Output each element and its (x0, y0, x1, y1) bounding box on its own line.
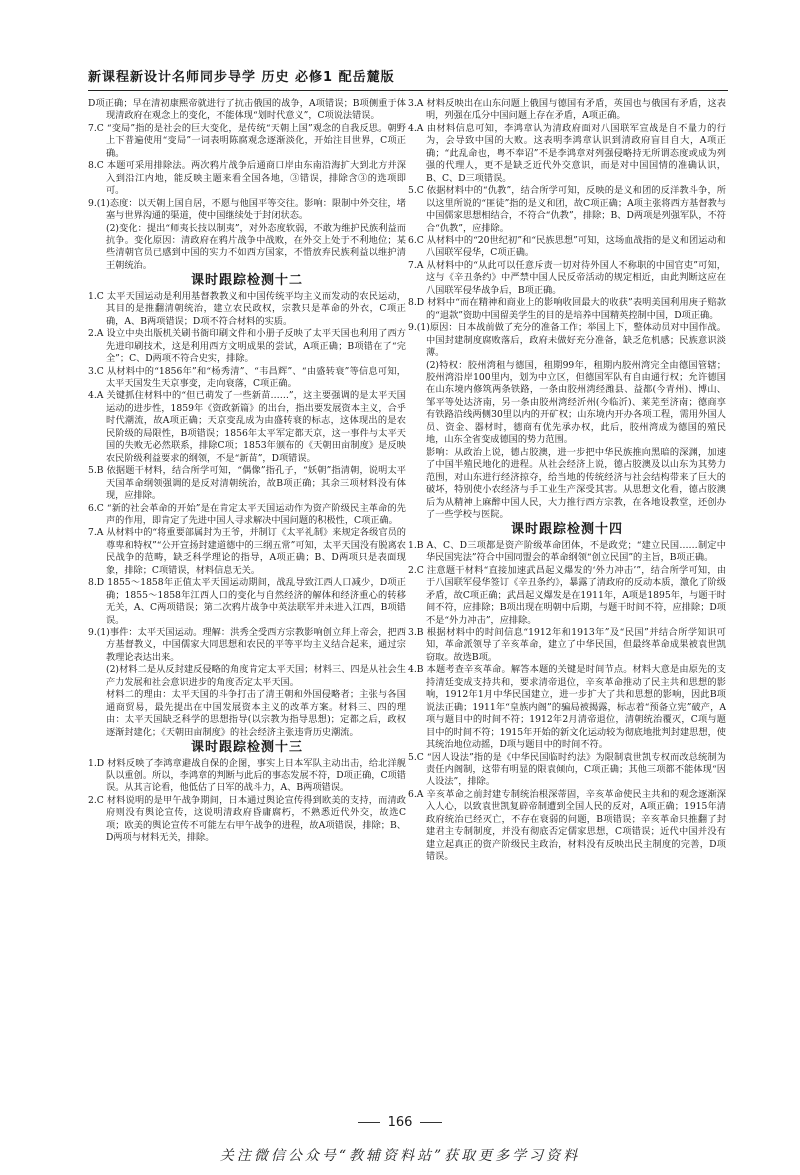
right-column (408, 98, 726, 1108)
answer-item: 6.A 辛亥革命之前封建专制统治根深蒂固，辛亥革命使民主共和的观念逐渐深入人心，以致袁世凯复辟帝制遭到全国人民的反对，A项正确；1915年清政府统治已经灭亡，不存在衰弱的问题，B项错误；辛亥革命只推翻了封建君主专制制度，并没有彻底否定儒家思想，C项错误；近代中国并没有建立起真正的资产阶级民主政治，材料没有反映出民主制度的完善，D项错误。 (408, 788, 726, 863)
answer-item: 7.A 从材料中的“从此可以任意斥责一切对待外国人不称职的中国官吏”可知，这与《辛丑条约》中严禁中国人民反帝活动的规定相近，由此判断这应在八国联军侵华战争后，B项正确。 (408, 259, 726, 296)
page-header (88, 62, 728, 91)
answer-paragraph: 影响：从政治上说，德占胶澳，进一步把中华民族推向黑暗的深渊，加速了中国半殖民地化的进程。从社会经济上说，德占胶澳及以山东为其势力范围，对山东进行经济掠夺，给当地的传统经济与社会结构带来了巨大的破坏，特别使小农经济与手工业生产深受其害。从思想文化看，德占胶澳后为从精神上麻醉中国人民，大力推行西方宗教，在各地设教堂，还创办了一些学校与医院。 (426, 446, 726, 520)
footer-watermark-text: 关注微信公众号“教辅资料站”获取更多学习资料 (219, 1148, 581, 1164)
answer-item: 7.A 从材料中的“将重要部属封为王爷，并制订《太平礼制》来规定各级官员的尊卑和特权”“公开宣扬封建道德中的三纲五常”可知，太平天国没有脱离农民战争的范畴，缺乏科学理论的指导，A项正确；B、D两项只是表面现象，排除；C项错误，材料信息无关。 (88, 527, 406, 576)
page-number-line (0, 1115, 800, 1130)
page-number: 166 (387, 1115, 413, 1130)
answer-item: 5.C 依据材料中的“仇教”，结合所学可知，反映的是义和团的反洋教斗争，所以这里所说的“匪徒”指的是义和团，故C项正确；A项主张将西方基督教与中国儒家思想相结合，不符合“仇教”，排除；B、D两项是列强军队，不符合“仇教”，应排除。 (408, 185, 726, 234)
answer-item: 6.C “新的社会革命的开始”是在肯定太平天国运动作为资产阶级民主革命的先声的作用，即肯定了先进中国人寻求解决中国问题的积极性，C项正确。 (88, 502, 406, 526)
dash-left (358, 1122, 380, 1123)
answer-item: 3.B 根据材料中的时间信息“1912年和1913年”及“民国”并结合所学知识可知，革命派领导了辛亥革命，建立了中华民国，但最终革命成果被袁世凯窃取。故选B项。 (408, 627, 726, 663)
answer-item: 4.A 由材料信息可知，李鸿章认为清政府面对八国联军宣战是自不量力的行为，会导致中国的大败。这表明李鸿章认识到清政府盲目自大，A项正确；“此乱命也，粤不奉诏”不是李鸿章对列强侵略持无所谓态度或成为列强的代理人，更不是缺乏近代外交意识，而是对中国国情的准确认识，B、C、D三项错误。 (408, 122, 726, 184)
answer-item: 3.A 材料反映出在山东问题上俄国与德国有矛盾，英国也与俄国有矛盾，这表明，列强在瓜分中国问题上存在矛盾，A项正确。 (408, 98, 726, 122)
answer-item: 8.D 材料中“而在精神和商业上的影响收回最大的收获”表明美国利用庚子赔款的“退款”资助中国留美学生的目的是培养中国精英控制中国，D项正确。 (408, 297, 726, 321)
answer-item: 2.C 注意题干材料“直接加速武昌起义爆发的‘外力冲击’”，结合所学可知，由于八国联军侵华签订《辛丑条约》，暴露了清政府的反动本质，激化了阶级矛盾，故C项正确；武昌起义爆发是在1911年，A项是1895年，与题干时间不符，应排除；B项出现在明朝中后期，与题干时间不符，应排除；D项不是“外力冲击”，应排除。 (408, 564, 726, 626)
answer-item: 4.A 关键抓住材料中的“但已萌发了一些新苗……”，这主要强调的是太平天国运动的进步性，1859年《资政新篇》的出台，指出要发展资本主义，合乎时代潮流，故A项正确；天京变乱成为由盛转衰的标志，这体现出的是农民阶级的局限性，B项错误；1856年太平军定都天京，这一事件与太平天国的失败无必然联系，排除C项；1853年颁布的《天朝田亩制度》是反映农民阶级利益要求的纲领，不是“新苗”，D项错误。 (88, 390, 406, 464)
answer-paragraph: (2)变化：提出“师夷长技以制夷”，对外态度软弱，不敢为维护民族利益而抗争。变化原因：清政府在鸦片战争中战败，在外交上处于不利地位；某些清朝官员已感到中国的实力不如西方国家，不惜放弃民族利益以维护清王朝统治。 (106, 222, 406, 271)
section-heading: 课时跟踪检测十四 (510, 522, 623, 538)
answer-item: 9.(1)态度：以天朝上国自居，不愿与他国平等交往。影响：限制中外交往，堵塞与世界沟通的渠道，使中国继续处于封闭状态。 (88, 197, 406, 222)
answer-item: 5.B 依据题干材料，结合所学可知，“偶像”指孔子，“妖朝”指清朝，说明太平天国革命纲领强调的是反对清朝统治，故B项正确；其余三项材料没有体现，应排除。 (88, 465, 406, 502)
dash-right (420, 1122, 442, 1123)
answer-item: 2.C 材料说明的是甲午战争期间，日本通过舆论宣传得到欧美的支持，而清政府则没有舆论宣传，这说明清政府昏庸腐朽，不熟悉近代外交，故选C项；欧美的舆论宣传不可能左右甲午战争的进程，故A项错误，排除；B、D两项与材料无关，排除。 (88, 794, 406, 844)
answer-item: 1.B A、C、D三项都是资产阶级革命团体，不是政党；“建立民国……制定中华民国宪法”符合中国同盟会的革命纲领“创立民国”的主旨，B项正确。 (408, 539, 726, 564)
book-title: 新课程新设计名师同步导学 历史 必修1 配岳麓版 (88, 70, 395, 85)
answer-item: 8.D 1855～1858年正值太平天国运动期间，战乱导致江西人口减少，D项正确；1855～1858年江西人口的变化与自然经济的解体和经济重心的转移无关，A、C两项错误；第二次鸦片战争中英法联军并未进入江西，B项错误。 (88, 577, 406, 626)
answer-item: 8.C 本题可采用排除法。两次鸦片战争后通商口岸由东南沿海扩大到北方并深入到沿江内地，能反映主题来看全国各地，③错误，排除含③的选项即可。 (88, 160, 406, 197)
answer-paragraph: (2)材料二是从反封建反侵略的角度肯定太平天国；材料三、四是从社会生产力发展和社会意识进步的角度否定太平天国。 (106, 664, 406, 688)
left-column (88, 98, 406, 1108)
answer-paragraph: 材料二的理由：太平天国的斗争打击了清王朝和外国侵略者；主张与各国通商贸易，最先提出在中国发展资本主义的改革方案。材料三、四的理由：太平天国缺乏科学的思想指导(以宗教为指导思想)；定都之后，政权逐渐封建化；《天朝田亩制度》的社会经济主张违背历史潮流。 (106, 689, 406, 738)
answer-item: D项正确；早在清初康熙帝就进行了抗击俄国的战争，A项错误；B项侧重于体现清政府在观念上的变化，不能体现“划时代意义”，C项说法错误。 (88, 98, 406, 122)
section-heading: 课时跟踪检测十二 (190, 273, 303, 289)
answer-paragraph: (2)特权：胶州湾租与德国，租期99年，租期内胶州湾完全由德国管辖；胶州湾沿岸100里内，划为中立区，但德国军队有自由通行权；允许德国在山东境内修筑两条铁路，一条由胶州湾经潍县、益都(今青州)、博山、邹平等处达济南，另一条由胶州湾经沂州(今临沂)、莱芜至济南；德商享有铁路沿线两侧30里以内的开矿权；山东境内开办各项工程，需用外国人员、资金、器材时，德商有优先承办权，此后，胶州湾成为德国的殖民地，山东全省变成德国的势力范围。 (426, 359, 726, 446)
answer-item: 9.(1)原因：日本战前做了充分的准备工作；举国上下，整体动员对中国作战。中国封建制度腐败落后，政府未做好充分准备，缺乏危机感；民族意识淡薄。 (408, 322, 726, 359)
answer-item: 3.C 从材料中的“1856年”和“杨秀清”、“韦昌辉”、“由盛转衰”等信息可知，太平天国发生天京事变，走向衰落，C项正确。 (88, 365, 406, 389)
section-heading: 课时跟踪检测十三 (190, 740, 303, 756)
answer-item: 6.C 从材料中的“20世纪初”和“民族思想”可知，这场血战指的是义和团运动和八国联军侵华，C项正确。 (408, 234, 726, 259)
answer-item: 1.C 太平天国运动是利用基督教教义和中国传统平均主义而发动的农民运动，其目的是推翻清朝统治，建立农民政权，宗教只是革命的外衣，C项正确，A、B两项错误；D项不符合材料的实质。 (88, 290, 406, 327)
answer-item: 5.C “因人设法”指的是《中华民国临时约法》为限制袁世凯专权而改总统制为责任内阁制，这带有明显的限袁倾向，C项正确；其他三项都不能体现“因人设法”，排除。 (408, 751, 726, 788)
answer-item: 7.C “变局”指的是社会的巨大变化，是传统“天朝上国”观念的自我反思。朝野上下普遍使用“变局”一词表明陈腐观念逐渐淡化，开始注目世界，C项正确。 (88, 122, 406, 159)
answer-item: 1.D 材料反映了李鸿章避战自保的企图，事实上日本军队主动出击，给北洋舰队以重创。所以，李鸿章的判断与此后的事态发展不符，D项正确，C项错误。从其言论看，他低估了日军的战斗力，A、B两项错误。 (88, 757, 406, 794)
answer-item: 2.A 设立中央出版机关刷书衙印刷文件和小册子反映了太平天国也利用了西方先进印刷技术，这是利用西方文明成果的尝试，A项正确；B项错在了“完全”；C、D两项不符合史实，排除。 (88, 328, 406, 365)
answer-item: 9.(1)事件：太平天国运动。理解：洪秀全受西方宗教影响创立拜上帝会，把西方基督教义，中国儒家大同思想和农民的平等平均主义结合起来，通过宗教理论表达出来。 (88, 627, 406, 663)
answer-item: 4.B 本题考查辛亥革命。解答本题的关键是时间节点。材料大意是由原先的支持清廷变成支持共和，要求清帝退位，辛亥革命推动了民主共和思想的影响，1912年1月中华民国建立，进一步扩大了共和思想的影响，因此B项说法正确；1911年“皇族内阁”的骗局被揭露，标志着“预备立宪”破产，A项与题目中的时间不符；1912年2月清帝退位，清朝统治覆灭，C项与题目中的时间不符；1915年开始的新文化运动较为彻底地批判封建思想，使其统治地位动摇，D项与题目中的时间不符。 (408, 664, 726, 751)
